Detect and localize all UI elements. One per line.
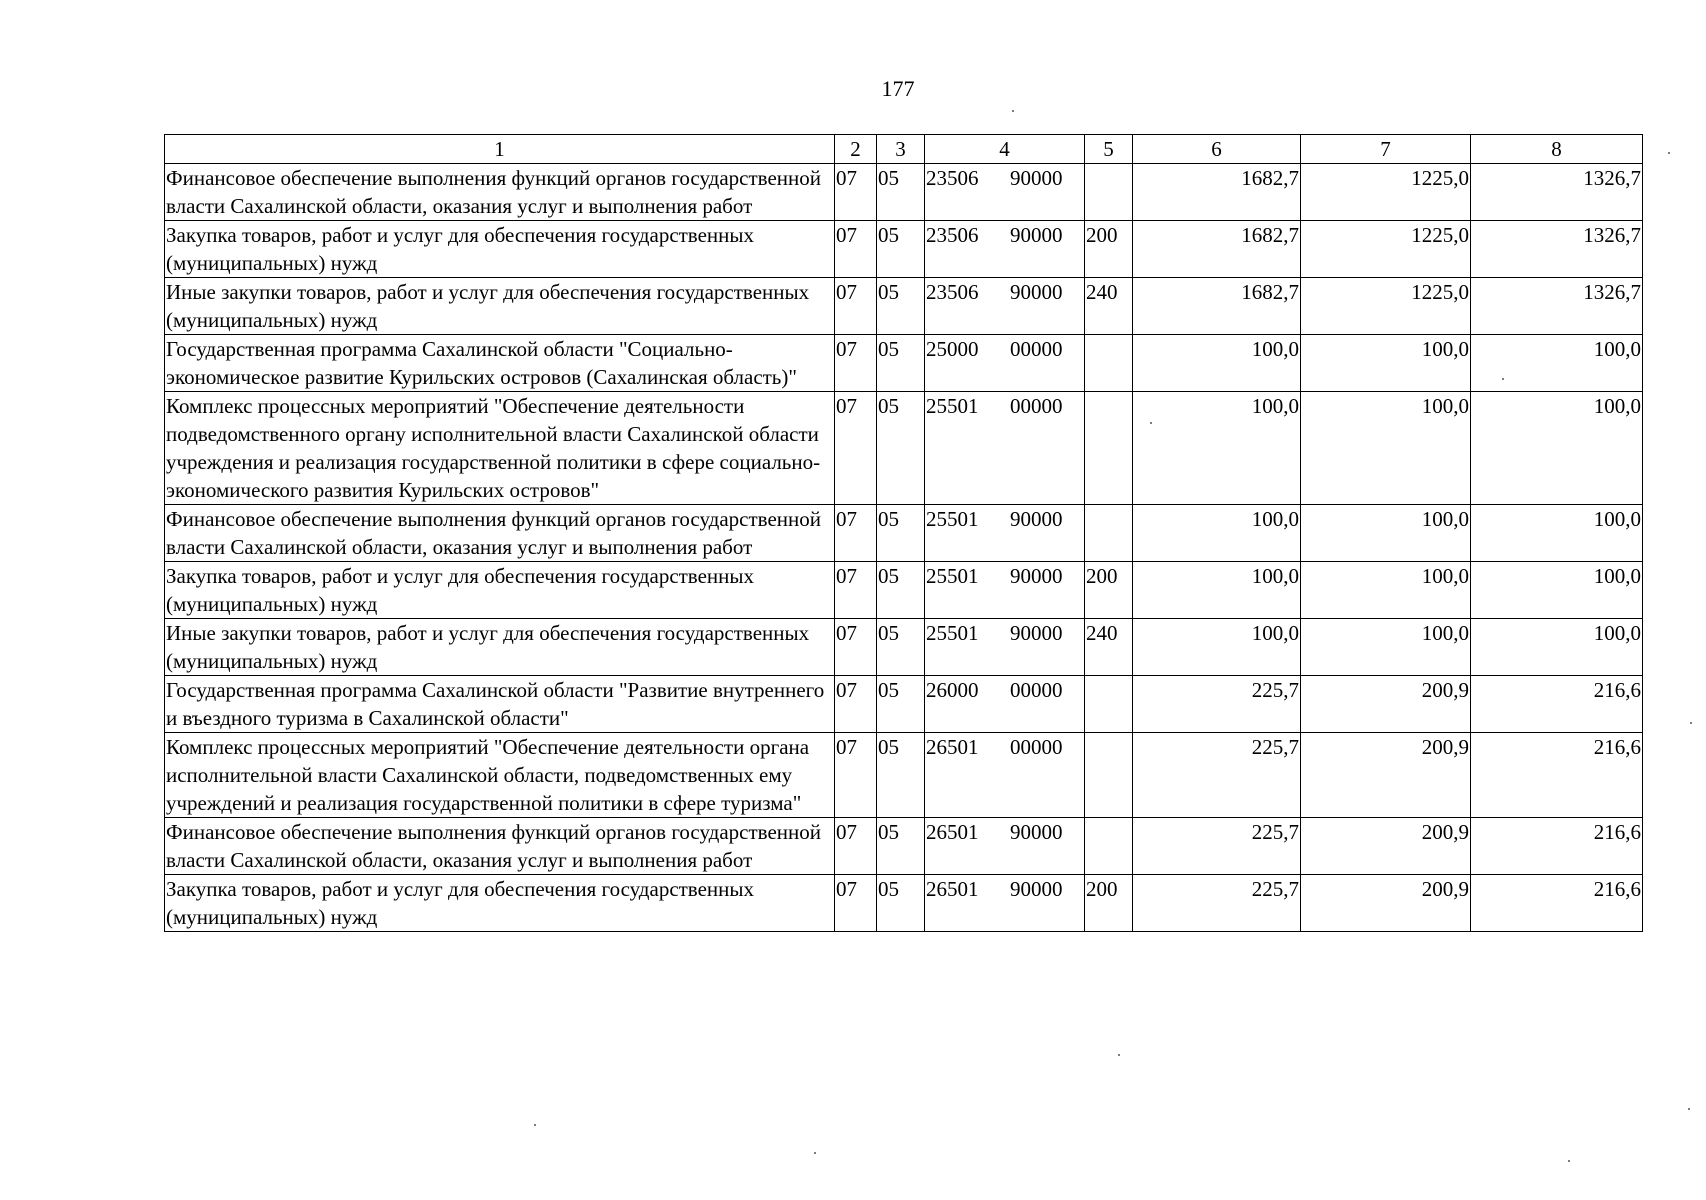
code-subsection: 05 [877,335,925,392]
amount-col7: 200,9 [1301,676,1471,733]
column-header-6: 6 [1133,135,1301,164]
code-target-program: 23506 [926,280,979,304]
code-section: 07 [835,875,877,932]
code-target-direction: 00000 [1010,678,1063,702]
code-target-article [925,221,1085,278]
code-target-article [925,562,1085,619]
scan-speck [1568,1160,1570,1162]
column-header-4: 4 [925,135,1085,164]
amount-col7: 200,9 [1301,733,1471,818]
row-name: Закупка товаров, работ и услуг для обеспечения государственных (муниципальных) нужд [165,221,835,278]
table-row [165,335,1643,392]
amount-col6: 1682,7 [1133,278,1301,335]
row-name: Государственная программа Сахалинской области "Социально-экономическое развитие Курильских островов (Сахалинская область)" [165,335,835,392]
scan-speck [1668,152,1670,154]
code-target-article [925,392,1085,505]
column-header-7: 7 [1301,135,1471,164]
code-subsection: 05 [877,221,925,278]
code-target-direction: 90000 [1010,877,1063,901]
code-section: 07 [835,221,877,278]
code-target-direction: 00000 [1010,735,1063,759]
amount-col8: 100,0 [1471,619,1643,676]
code-section: 07 [835,676,877,733]
code-target-direction: 90000 [1010,166,1063,190]
amount-col7: 100,0 [1301,505,1471,562]
table-row [165,505,1643,562]
code-target-program: 26000 [926,678,979,702]
code-expense-type: 240 [1085,619,1133,676]
code-section: 07 [835,818,877,875]
table-row [165,676,1643,733]
code-subsection: 05 [877,278,925,335]
table-row [165,619,1643,676]
code-target-program: 26501 [926,820,979,844]
code-target-program: 25501 [926,507,979,531]
code-section: 07 [835,562,877,619]
amount-col6: 100,0 [1133,562,1301,619]
code-expense-type: 200 [1085,875,1133,932]
amount-col8: 1326,7 [1471,221,1643,278]
amount-col8: 100,0 [1471,505,1643,562]
row-name: Закупка товаров, работ и услуг для обеспечения государственных (муниципальных) нужд [165,562,835,619]
code-subsection: 05 [877,562,925,619]
row-name: Финансовое обеспечение выполнения функций органов государственной власти Сахалинской области, оказания услуг и выполнения работ [165,505,835,562]
amount-col7: 1225,0 [1301,164,1471,221]
code-target-direction: 90000 [1010,820,1063,844]
row-name: Иные закупки товаров, работ и услуг для обеспечения государственных (муниципальных) нужд [165,619,835,676]
amount-col6: 225,7 [1133,676,1301,733]
scan-speck [1502,378,1504,380]
amount-col8: 1326,7 [1471,164,1643,221]
amount-col7: 100,0 [1301,335,1471,392]
column-header-2: 2 [835,135,877,164]
scan-speck [1150,422,1152,424]
code-expense-type [1085,733,1133,818]
code-target-direction: 90000 [1010,223,1063,247]
code-section: 07 [835,733,877,818]
amount-col8: 216,6 [1471,733,1643,818]
code-target-article [925,875,1085,932]
code-target-program: 25501 [926,394,979,418]
table-row [165,278,1643,335]
code-section: 07 [835,335,877,392]
table-row [165,221,1643,278]
code-expense-type [1085,818,1133,875]
code-target-direction: 00000 [1010,394,1063,418]
code-subsection: 05 [877,164,925,221]
table-row [165,875,1643,932]
row-name: Комплекс процессных мероприятий "Обеспечение деятельности подведомственного органу исполнительной власти Сахалинской области учреждения и реализация государственной политики в сфере социально-экономического развития Курильских островов" [165,392,835,505]
column-header-3: 3 [877,135,925,164]
code-target-article [925,278,1085,335]
amount-col7: 100,0 [1301,392,1471,505]
code-target-article [925,505,1085,562]
code-target-article [925,733,1085,818]
budget-table [164,134,1643,932]
code-subsection: 05 [877,818,925,875]
column-header-1: 1 [165,135,835,164]
amount-col6: 225,7 [1133,733,1301,818]
code-subsection: 05 [877,676,925,733]
code-target-article [925,164,1085,221]
amount-col6: 100,0 [1133,335,1301,392]
scan-speck [1118,1054,1120,1056]
code-target-article [925,619,1085,676]
code-target-program: 23506 [926,166,979,190]
code-subsection: 05 [877,619,925,676]
code-expense-type [1085,335,1133,392]
column-header-8: 8 [1471,135,1643,164]
amount-col7: 200,9 [1301,818,1471,875]
code-target-direction: 90000 [1010,564,1063,588]
table-row [165,733,1643,818]
amount-col6: 100,0 [1133,505,1301,562]
code-target-direction: 90000 [1010,280,1063,304]
amount-col8: 1326,7 [1471,278,1643,335]
amount-col6: 100,0 [1133,619,1301,676]
amount-col8: 216,6 [1471,818,1643,875]
amount-col8: 100,0 [1471,392,1643,505]
code-target-direction: 90000 [1010,507,1063,531]
code-expense-type [1085,676,1133,733]
code-target-program: 26501 [926,735,979,759]
table-row [165,818,1643,875]
header-row [165,135,1643,164]
row-name: Закупка товаров, работ и услуг для обеспечения государственных (муниципальных) нужд [165,875,835,932]
amount-col6: 225,7 [1133,818,1301,875]
code-target-direction: 00000 [1010,337,1063,361]
row-name: Иные закупки товаров, работ и услуг для обеспечения государственных (муниципальных) нужд [165,278,835,335]
row-name: Финансовое обеспечение выполнения функций органов государственной власти Сахалинской области, оказания услуг и выполнения работ [165,818,835,875]
amount-col8: 100,0 [1471,562,1643,619]
scan-speck [1012,110,1014,112]
code-target-article [925,335,1085,392]
code-target-article [925,818,1085,875]
code-section: 07 [835,392,877,505]
code-target-program: 25501 [926,564,979,588]
amount-col7: 1225,0 [1301,278,1471,335]
code-expense-type: 200 [1085,221,1133,278]
code-subsection: 05 [877,875,925,932]
page-number: 177 [881,76,915,101]
code-target-article [925,676,1085,733]
amount-col6: 100,0 [1133,392,1301,505]
row-name: Финансовое обеспечение выполнения функций органов государственной власти Сахалинской области, оказания услуг и выполнения работ [165,164,835,221]
code-section: 07 [835,619,877,676]
code-subsection: 05 [877,505,925,562]
code-target-program: 26501 [926,877,979,901]
code-section: 07 [835,278,877,335]
code-subsection: 05 [877,392,925,505]
row-name: Государственная программа Сахалинской области "Развитие внутреннего и въездного туризма в Сахалинской области" [165,676,835,733]
code-section: 07 [835,505,877,562]
table-row [165,392,1643,505]
table-body [165,164,1643,932]
row-name: Комплекс процессных мероприятий "Обеспечение деятельности органа исполнительной власти Сахалинской области, подведомственных ему учреждений и реализация государственной политики в сфере туризма" [165,733,835,818]
code-expense-type [1085,505,1133,562]
code-subsection: 05 [877,733,925,818]
amount-col7: 100,0 [1301,562,1471,619]
code-expense-type: 240 [1085,278,1133,335]
scan-speck [534,1124,536,1126]
column-header-5: 5 [1085,135,1133,164]
code-target-direction: 90000 [1010,621,1063,645]
code-section: 07 [835,164,877,221]
amount-col7: 1225,0 [1301,221,1471,278]
scan-speck [1690,722,1692,724]
amount-col6: 1682,7 [1133,221,1301,278]
amount-col7: 200,9 [1301,875,1471,932]
code-expense-type [1085,164,1133,221]
code-expense-type [1085,392,1133,505]
amount-col8: 216,6 [1471,676,1643,733]
table-row [165,164,1643,221]
code-target-program: 23506 [926,223,979,247]
amount-col8: 216,6 [1471,875,1643,932]
code-target-program: 25000 [926,337,979,361]
amount-col7: 100,0 [1301,619,1471,676]
amount-col6: 225,7 [1133,875,1301,932]
amount-col8: 100,0 [1471,335,1643,392]
table-row [165,562,1643,619]
amount-col6: 1682,7 [1133,164,1301,221]
code-expense-type: 200 [1085,562,1133,619]
scan-speck [1688,1108,1690,1110]
scan-speck [814,1152,816,1154]
code-target-program: 25501 [926,621,979,645]
